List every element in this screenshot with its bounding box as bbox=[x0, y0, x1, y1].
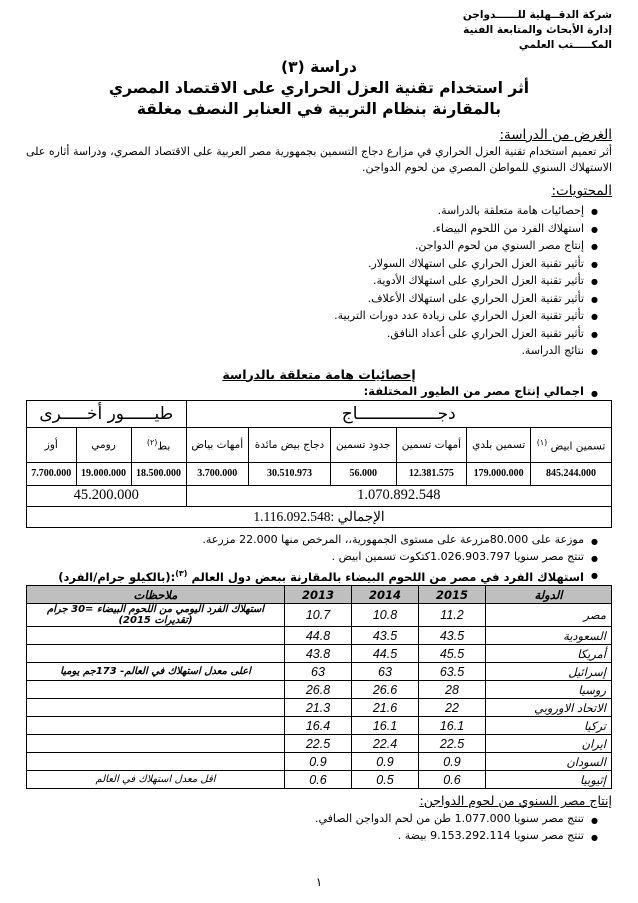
page-number: ١ bbox=[315, 875, 323, 889]
contents-item: ● إنتاج مصر السنوي من لحوم الدواجن. bbox=[26, 237, 584, 255]
value-2013-cell: 0.6 bbox=[285, 771, 352, 789]
col-header: رومي bbox=[76, 427, 131, 462]
value-2014-cell: 44.5 bbox=[352, 645, 419, 663]
value-2015-cell: 0.9 bbox=[419, 753, 486, 771]
value-2013-cell: 43.8 bbox=[285, 645, 352, 663]
value-2013-cell: 22.5 bbox=[285, 735, 352, 753]
value-2015-cell: 28 bbox=[419, 681, 486, 699]
value-2014-cell: 22.4 bbox=[352, 735, 419, 753]
production-group-row bbox=[27, 400, 612, 427]
office-name: المكـــــتب العلمي bbox=[518, 39, 612, 51]
note-cell bbox=[27, 681, 285, 699]
contents-item: ● إحصائيات هامة متعلقة بالدراسة. bbox=[26, 202, 584, 220]
consumption-header-row bbox=[27, 586, 612, 604]
value-2015-cell: 22.5 bbox=[419, 735, 486, 753]
purpose-heading: الغرض من الدراسة: bbox=[499, 127, 612, 143]
value-2015-cell: 43.5 bbox=[419, 627, 486, 645]
value-2015-cell: 63.5 bbox=[419, 663, 486, 681]
note-cell bbox=[27, 735, 285, 753]
col-header: تسمين ابيض $^{(١)}$ bbox=[531, 427, 612, 462]
purpose-text: أثر تعميم استخدام تقنية العزل الحراري في مزارع دجاج التسمين بجمهورية مصر العربية على الاقتصاد المصري، ودراسة أثاره على الاستهلاك السنوي للمواطن المصري من لحوم الدواجن. bbox=[26, 145, 612, 174]
group-other-birds: طيــــــور أخـــــرى bbox=[27, 400, 187, 427]
table-row bbox=[27, 735, 612, 753]
cell-value: 18.500.000 bbox=[131, 462, 186, 485]
contents-item: ● تأثير تقنية العزل الحراري على استهلاك الأدوية. bbox=[26, 272, 584, 290]
note-cell bbox=[27, 753, 285, 771]
eggs-note: ● تنتج مصر سنويا 9.153.292.114 بيضة . bbox=[26, 827, 612, 844]
value-2013-cell: 26.8 bbox=[285, 681, 352, 699]
country-cell: تركيا bbox=[486, 717, 612, 735]
document-title bbox=[26, 57, 612, 120]
note-cell bbox=[27, 717, 285, 735]
header-2015: 2015 bbox=[419, 586, 486, 604]
contents-item: ● نتائج الدراسة. bbox=[26, 342, 584, 360]
contents-item: ● تأثير تقنية العزل الحراري على استهلاك السولار. bbox=[26, 255, 584, 273]
company-name: شركة الدقــهلية للــــــدواجن bbox=[462, 9, 612, 21]
production-header-row bbox=[27, 427, 612, 462]
grand-total: الإجمالي :1.116.092.548 bbox=[27, 506, 612, 527]
value-2015-cell: 16.1 bbox=[419, 717, 486, 735]
table-row bbox=[27, 753, 612, 771]
contents-list bbox=[26, 202, 612, 360]
table-row bbox=[27, 645, 612, 663]
value-2014-cell: 0.5 bbox=[352, 771, 419, 789]
country-cell: روسيا bbox=[486, 681, 612, 699]
contents-item: ● تأثير تقنية العزل الحراري على أعداد النافق. bbox=[26, 325, 584, 343]
title-line-2: بالمقارنة بنظام التربية في العنابر النصف مغلقة bbox=[136, 100, 502, 118]
group-chickens: دجــــــــــــــــاج bbox=[186, 400, 611, 427]
cell-value: 3.700.000 bbox=[186, 462, 248, 485]
value-2014-cell: 63 bbox=[352, 663, 419, 681]
table-row bbox=[27, 771, 612, 789]
note-cell: اقل معدل استهلاك في العالم bbox=[27, 771, 285, 789]
farms-note: ● موزعة على 80.000مزرعة على مستوى الجمهورية،، المرخص منها 22.000 مزرعة. bbox=[26, 531, 612, 548]
table-row bbox=[27, 663, 612, 681]
header-country: الدولة bbox=[486, 586, 612, 604]
header-notes: ملاحظات bbox=[27, 586, 285, 604]
col-header: أمهات بياض bbox=[186, 427, 248, 462]
country-cell: مصر bbox=[486, 604, 612, 627]
other-birds-total: 45.200.000 bbox=[27, 485, 187, 506]
annual-output-note: ● تنتج مصر سنويا 1.026.903.797كتكوت تسمين ابيض . bbox=[26, 548, 612, 565]
cell-value: 179.000.000 bbox=[467, 462, 531, 485]
table-row bbox=[27, 717, 612, 735]
country-cell: السعودية bbox=[486, 627, 612, 645]
col-header: جدود تسمين bbox=[330, 427, 396, 462]
value-2015-cell: 45.5 bbox=[419, 645, 486, 663]
contents-item: ● تأثير تقنية العزل الحراري على زيادة عدد دورات التربية. bbox=[26, 307, 584, 325]
table-row bbox=[27, 627, 612, 645]
value-2014-cell: 43.5 bbox=[352, 627, 419, 645]
consumption-table bbox=[26, 585, 612, 789]
cell-value: 56.000 bbox=[330, 462, 396, 485]
contents-item: ● استهلاك الفرد من اللحوم البيضاء. bbox=[26, 220, 584, 238]
table-row bbox=[27, 681, 612, 699]
col-header: دجاج بيض مائدة bbox=[248, 427, 330, 462]
value-2013-cell: 44.8 bbox=[285, 627, 352, 645]
country-cell: ايران bbox=[486, 735, 612, 753]
value-2014-cell: 26.6 bbox=[352, 681, 419, 699]
note-cell bbox=[27, 627, 285, 645]
production-bullet: ● اجمالي إنتاج مصر من الطيور المختلفة: bbox=[26, 383, 612, 400]
production-subtotal-row bbox=[27, 485, 612, 506]
value-2013-cell: 63 bbox=[285, 663, 352, 681]
table-row bbox=[27, 604, 612, 627]
value-2014-cell: 10.8 bbox=[352, 604, 419, 627]
consumption-intro: ● استهلاك الفرد في مصر من اللحوم البيضاء بالمقارنة ببعض دول العالم $^{(٣)}$:(بالكيلو جرام/الفرد) bbox=[26, 565, 612, 586]
contents-heading: المحتويات: bbox=[551, 183, 612, 199]
study-number: دراسة (٣) bbox=[281, 58, 357, 76]
value-2015-cell: 0.6 bbox=[419, 771, 486, 789]
production-values-row bbox=[27, 462, 612, 485]
title-line-1: أثر استخدام تقنية العزل الحراري على الاقتصاد المصري bbox=[108, 79, 530, 97]
consumption-body bbox=[27, 604, 612, 789]
country-cell: إثيوبيا bbox=[486, 771, 612, 789]
value-2013-cell: 10.7 bbox=[285, 604, 352, 627]
poultry-meat-note: ● تنتج مصر سنويا 1.077.000 طن من لحم الدواجن الصافي. bbox=[26, 810, 612, 827]
col-header: تسمين بلدي bbox=[467, 427, 531, 462]
note-cell: استهلاك الفرد اليومي من اللحوم البيضاء =30 جرام (تقديرات 2015) bbox=[27, 604, 285, 627]
department-name: إدارة الأبحاث والمتابعة الفنية bbox=[463, 24, 612, 36]
cell-value: 845.244.000 bbox=[531, 462, 612, 485]
production-grand-total-row bbox=[27, 506, 612, 527]
contents-item: ● تأثير تقنية العزل الحراري على استهلاك الأعلاف. bbox=[26, 290, 584, 308]
chickens-total: 1.070.892.548 bbox=[186, 485, 611, 506]
col-header: بط$^{(٢)}$ bbox=[131, 427, 186, 462]
cell-value: 30.510.973 bbox=[248, 462, 330, 485]
value-2013-cell: 16.4 bbox=[285, 717, 352, 735]
country-cell: السودان bbox=[486, 753, 612, 771]
note-cell bbox=[27, 645, 285, 663]
country-cell: أمريكا bbox=[486, 645, 612, 663]
header-2014: 2014 bbox=[352, 586, 419, 604]
production-table bbox=[26, 400, 612, 528]
country-cell: الاتحاد الاوروبي bbox=[486, 699, 612, 717]
note-cell bbox=[27, 699, 285, 717]
col-header: أمهات تسمين bbox=[396, 427, 467, 462]
company-header bbox=[26, 8, 612, 53]
cell-value: 19.000.000 bbox=[76, 462, 131, 485]
header-2013: 2013 bbox=[285, 586, 352, 604]
stats-heading: إحصائيات هامة متعلقة بالدراسة bbox=[222, 366, 416, 382]
cell-value: 12.381.575 bbox=[396, 462, 467, 485]
value-2015-cell: 22 bbox=[419, 699, 486, 717]
table-row bbox=[27, 699, 612, 717]
value-2015-cell: 11.2 bbox=[419, 604, 486, 627]
poultry-production-heading: إنتاج مصر السنوي من لحوم الدواجن: bbox=[419, 793, 612, 809]
value-2013-cell: 21.3 bbox=[285, 699, 352, 717]
value-2014-cell: 16.1 bbox=[352, 717, 419, 735]
value-2014-cell: 0.9 bbox=[352, 753, 419, 771]
col-header: أوز bbox=[27, 427, 77, 462]
country-cell: إسرائيل bbox=[486, 663, 612, 681]
value-2013-cell: 0.9 bbox=[285, 753, 352, 771]
value-2014-cell: 21.6 bbox=[352, 699, 419, 717]
cell-value: 7.700.000 bbox=[27, 462, 77, 485]
note-cell: اعلى معدل استهلاك في العالم- 173جم يوميا bbox=[27, 663, 285, 681]
